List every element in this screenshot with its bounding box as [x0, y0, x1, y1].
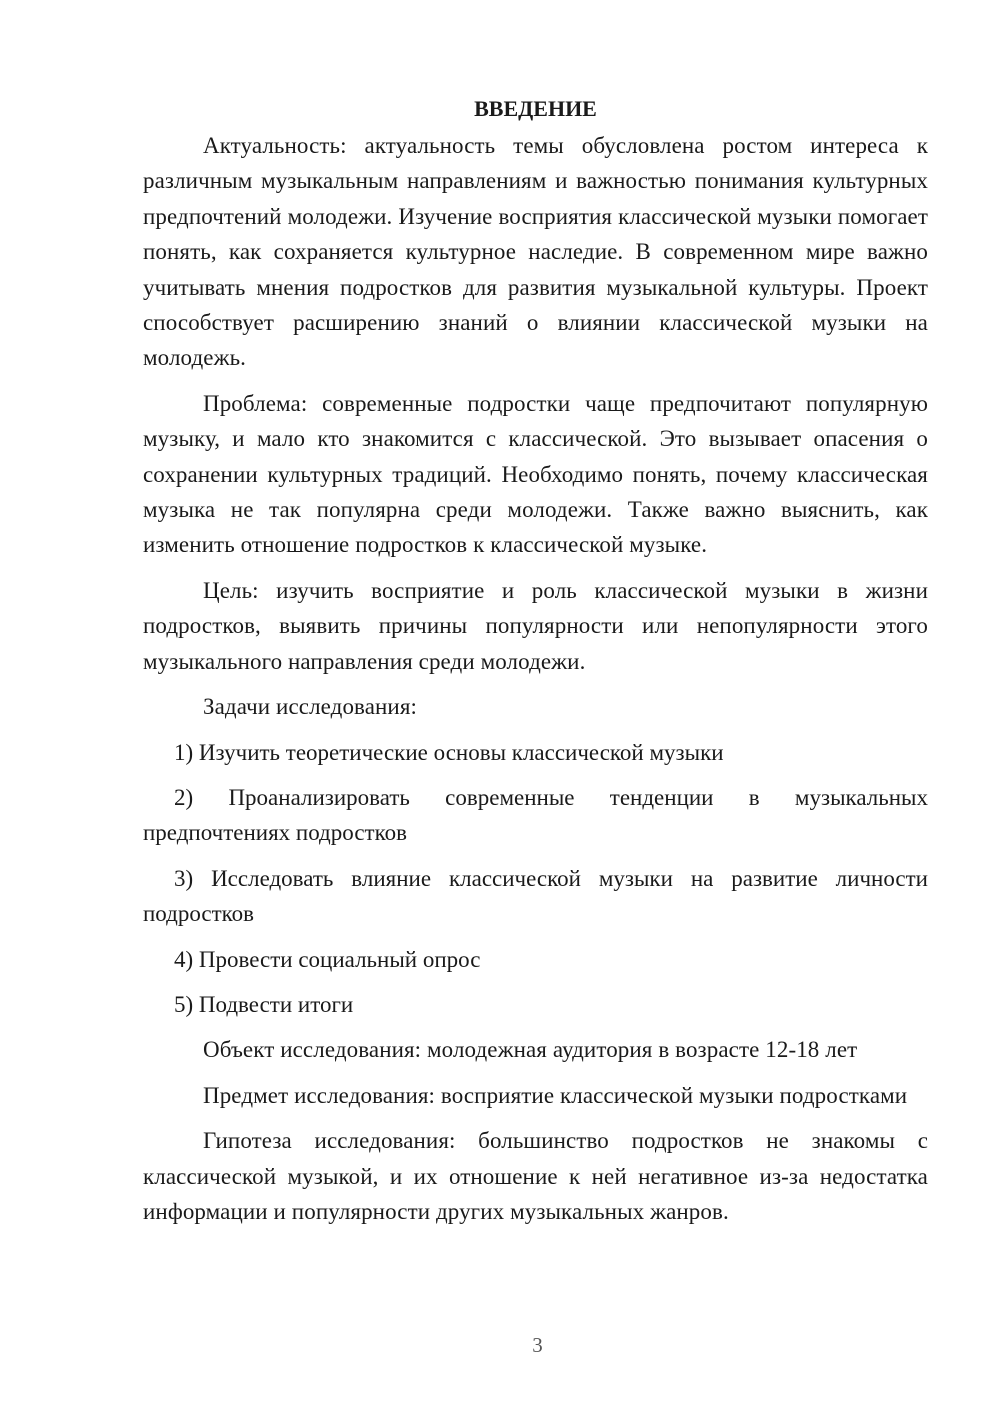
task-item: 5) Подвести итоги [174, 991, 354, 1017]
paragraph-hypothesis: Гипотеза исследования: большинство подростков не знакомы с классической музыкой, и их отношение к ней негативное из-за недостатка информации и популярности других музыкальных жанров. [143, 1128, 928, 1224]
page-number: 3 [532, 1333, 543, 1357]
paragraph-tasks-heading: Задачи исследования: [203, 694, 418, 720]
task-item: 1) Изучить теоретические основы классической музыки [174, 739, 724, 765]
document-page [143, 94, 928, 1239]
task-item: 2) Проанализировать современные тенденции в музыкальных предпочтениях подростков [143, 784, 928, 846]
paragraph-goal: Цель: изучить восприятие и роль классической музыки в жизни подростков, выявить причины популярности или непопулярности этого музыкального направления среди молодежи. [143, 577, 928, 674]
task-item: 3) Исследовать влияние классической музыки на развитие личности подростков [143, 865, 928, 927]
task-item: 4) Провести социальный опрос [174, 946, 481, 972]
paragraph-problem: Проблема: современные подростки чаще предпочитают популярную музыку, и мало кто знакомится с классической. Это вызывает опасения о сохранении культурных традиций. Необходимо понять, почему классическая музыка не так популярна среди молодежи. Также важно выяснить, как изменить отношение подростков к классической музыке. [143, 390, 928, 558]
paragraph-relevance: Актуальность: актуальность темы обусловлена ростом интереса к различным музыкальным направлениям и важностью понимания культурных предпочтений молодежи. Изучение восприятия классической музыки помогает понять, как сохраняется культурное наследие. В современном мире важно учитывать мнения подростков для развития музыкальной культуры. Проект способствует расширению знаний о влиянии классической музыки на молодежь. [143, 133, 928, 371]
section-title: ВВЕДЕНИЕ [474, 96, 597, 121]
paragraph-subject: Предмет исследования: восприятие классической музыки подростками [203, 1082, 908, 1108]
paragraph-object: Объект исследования: молодежная аудитория в возрасте 12-18 лет [203, 1037, 858, 1063]
